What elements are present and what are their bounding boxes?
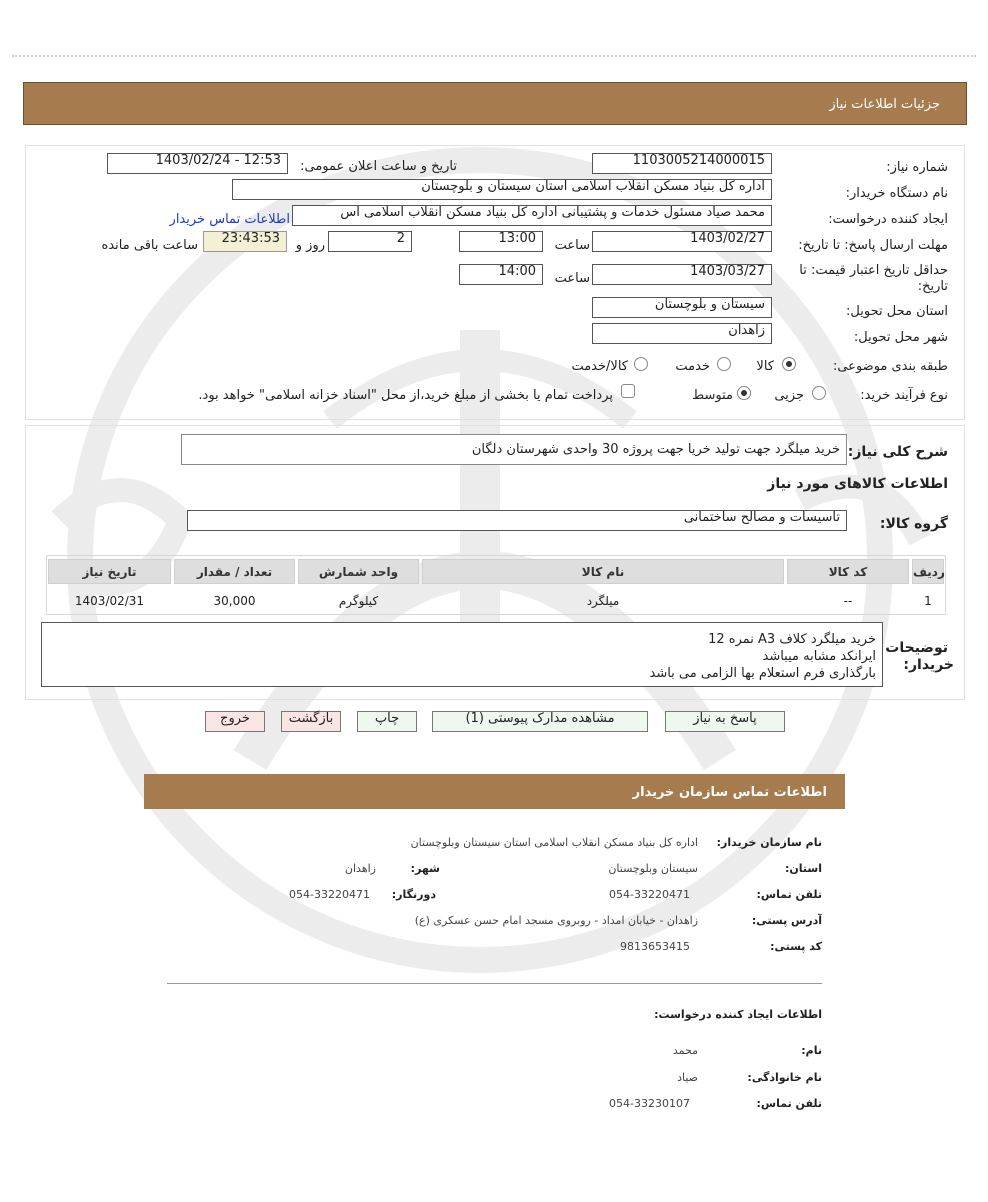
process-label: نوع فرآیند خرید:	[860, 388, 948, 403]
contact-city-label: شهر:	[410, 862, 440, 875]
contact-province-value: سیستان وبلوچستان	[608, 862, 698, 875]
category-option-goods: کالا	[756, 359, 774, 374]
reply-button[interactable]: پاسخ به نیاز	[665, 711, 785, 732]
process-note: پرداخت تمام یا بخشی از مبلغ خرید،از محل "اسناد خزانه اسلامی" خواهد بود.	[198, 388, 613, 403]
creator-name-value: محمد	[672, 1044, 698, 1057]
process-option-minor: جزیی	[774, 388, 804, 403]
contact-divider	[167, 983, 822, 984]
th-date: تاریخ نیاز	[48, 559, 171, 584]
creator-family-value: صیاد	[677, 1071, 698, 1084]
notes-line-1: خرید میلگرد کلاف A3 نمره 12	[708, 632, 876, 647]
days-label: روز و	[295, 238, 325, 253]
back-button[interactable]: بازگشت	[281, 711, 341, 732]
process-option-medium: متوسط	[692, 388, 733, 403]
need-number-field: 1103005214000015	[592, 153, 772, 174]
th-row: ردیف	[912, 559, 944, 584]
category-radio-both[interactable]	[634, 357, 648, 371]
days-field: 2	[328, 231, 412, 252]
creator-phone-value: 054-33230107	[609, 1097, 690, 1110]
price-validity-label-2: تاریخ:	[917, 279, 948, 294]
category-option-service: خدمت	[675, 359, 710, 374]
reply-deadline-label: مهلت ارسال پاسخ: تا تاریخ:	[798, 238, 948, 253]
city-label: شهر محل تحویل:	[853, 330, 948, 345]
td-date: 1403/02/31	[74, 594, 145, 608]
category-option-both: کالا/خدمت	[571, 359, 628, 374]
contact-org-label: نام سازمان خریدار:	[716, 836, 822, 849]
treasury-checkbox[interactable]	[621, 384, 635, 398]
price-date-field: 1403/03/27	[592, 264, 772, 285]
td-row: 1	[924, 594, 932, 608]
contact-province-label: استان:	[785, 862, 822, 875]
province-label: استان محل تحویل:	[846, 304, 948, 319]
reply-time-label: ساعت	[554, 238, 590, 253]
price-time-field: 14:00	[459, 264, 543, 285]
creator-phone-label: تلفن تماس:	[756, 1097, 822, 1110]
process-radio-medium[interactable]	[737, 386, 751, 400]
th-name: نام کالا	[422, 559, 784, 584]
summary-field: خرید میلگرد جهت تولید خریا جهت پروژه 30 واحدی شهرستان دلگان	[181, 434, 847, 465]
group-field: تاسیسات و مصالح ساختمانی	[187, 510, 847, 531]
contact-address-value: زاهدان - خیابان امداد - روبروی مسجد امام حسن عسکری (ع)	[414, 914, 698, 927]
top-rule	[12, 55, 976, 57]
td-unit: کیلوگرم	[338, 594, 379, 608]
announce-field: 1403/02/24 - 12:53	[107, 153, 288, 174]
contact-phone-value: 054-33220471	[609, 888, 690, 901]
price-validity-label-1: حداقل تاریخ اعتبار قیمت: تا	[799, 263, 948, 278]
contact-fax-label: دورنگار:	[391, 888, 436, 901]
goods-section-title: اطلاعات کالاهای مورد نیاز	[767, 476, 948, 492]
remaining-label: ساعت باقی مانده	[101, 238, 198, 253]
city-field: زاهدان	[592, 323, 772, 344]
contact-phone-label: تلفن تماس:	[756, 888, 822, 901]
header-bar	[23, 82, 967, 125]
remaining-time-field: 23:43:53	[203, 231, 287, 252]
creator-family-label: نام خانوادگی:	[747, 1071, 822, 1084]
notes-line-2: ایرانکد مشابه میباشد	[762, 649, 876, 664]
process-radio-minor[interactable]	[812, 386, 826, 400]
contact-address-label: آدرس پستی:	[751, 914, 822, 927]
notes-line-3: بارگذاری فرم استعلام بها الزامی می باشد	[649, 666, 876, 681]
view-documents-button[interactable]: مشاهده مدارک پیوستی (1)	[432, 711, 648, 732]
buyer-org-label: نام دستگاه خریدار:	[845, 186, 948, 201]
need-number-label: شماره نیاز:	[886, 160, 948, 175]
summary-label: شرح کلی نیاز:	[847, 444, 948, 460]
reply-date-field: 1403/02/27	[592, 231, 772, 252]
contact-header	[144, 774, 845, 809]
creator-name-label: نام:	[801, 1044, 822, 1057]
creator-field: محمد صیاد مسئول خدمات و پشتیبانی اداره کل بنیاد مسکن انقلاب اسلامی اس	[292, 205, 772, 226]
th-code: کد کالا	[787, 559, 909, 584]
creator-info-title: اطلاعات ایجاد کننده درخواست:	[654, 1008, 822, 1021]
contact-org-value: اداره کل بنیاد مسکن انقلاب اسلامی استان سیستان وبلوچستان	[410, 836, 698, 849]
notes-box	[41, 622, 883, 687]
contact-postal-label: کد پستی:	[770, 940, 822, 953]
category-label: طبقه بندی موضوعی:	[832, 359, 948, 374]
province-field: سیستان و بلوچستان	[592, 297, 772, 318]
notes-label-1: توضیحات	[885, 640, 948, 656]
exit-button[interactable]: خروج	[205, 711, 265, 732]
td-code: --	[843, 594, 853, 608]
contact-city-value: زاهدان	[344, 862, 376, 875]
reply-time-field: 13:00	[459, 231, 543, 252]
contact-buyer-link[interactable]: اطلاعات تماس خریدار	[169, 212, 290, 227]
creator-label: ایجاد کننده درخواست:	[828, 212, 948, 227]
notes-label-2: خریدار:	[903, 657, 954, 673]
td-qty: 30,000	[213, 594, 256, 608]
contact-postal-value: 9813653415	[620, 940, 690, 953]
contact-title: اطلاعات تماس سازمان خریدار	[632, 785, 827, 800]
announce-label: تاریخ و ساعت اعلان عمومی:	[300, 159, 457, 174]
category-radio-goods[interactable]	[782, 357, 796, 371]
category-radio-service[interactable]	[717, 357, 731, 371]
td-name: میلگرد	[586, 594, 620, 608]
group-label: گروه کالا:	[879, 516, 948, 532]
buyer-org-field: اداره کل بنیاد مسکن انقلاب اسلامی استان سیستان و بلوچستان	[232, 179, 772, 200]
price-time-label: ساعت	[554, 271, 590, 286]
page-title: جزئیات اطلاعات نیاز	[829, 97, 940, 112]
th-unit: واحد شمارش	[298, 559, 419, 584]
print-button[interactable]: چاپ	[357, 711, 417, 732]
contact-fax-value: 054-33220471	[289, 888, 370, 901]
th-qty: تعداد / مقدار	[174, 559, 295, 584]
